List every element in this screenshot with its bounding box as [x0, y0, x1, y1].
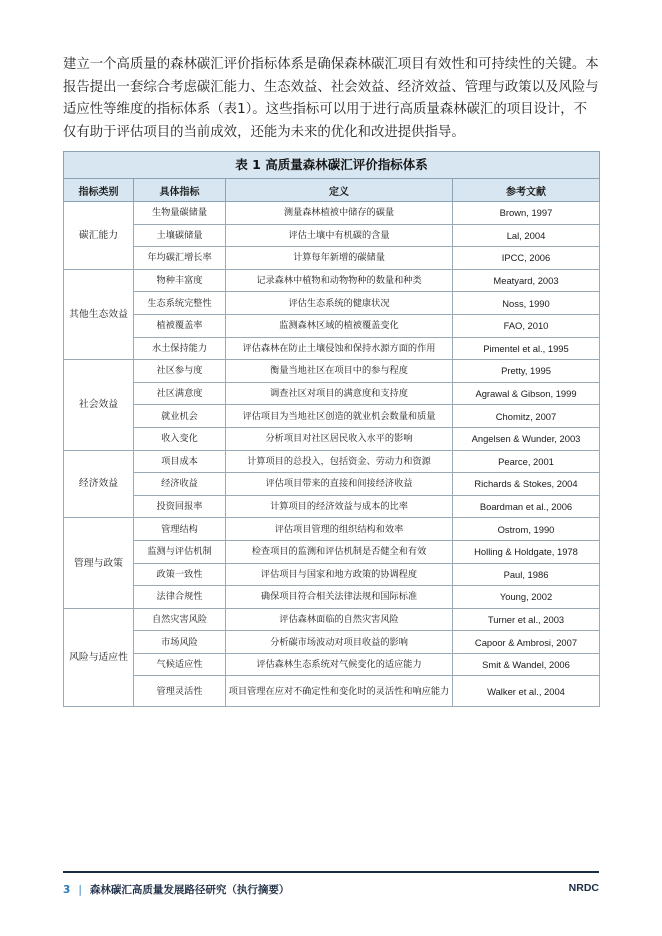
definition-cell: 确保项目符合相关法律法规和国际标准	[226, 586, 453, 609]
reference-cell: Pearce, 2001	[453, 450, 600, 473]
table-row	[64, 337, 600, 360]
indicator-cell: 市场风险	[134, 631, 226, 654]
indicator-table	[63, 151, 600, 707]
definition-cell: 评估生态系统的健康状况	[226, 292, 453, 315]
definition-cell: 调查社区对项目的满意度和支持度	[226, 382, 453, 405]
definition-cell: 记录森林中植物和动物物种的数量和种类	[226, 269, 453, 292]
indicator-cell: 物种丰富度	[134, 269, 226, 292]
definition-cell: 评估森林在防止土壤侵蚀和保持水源方面的作用	[226, 337, 453, 360]
indicator-cell: 经济收益	[134, 473, 226, 496]
reference-cell: Noss, 1990	[453, 292, 600, 315]
reference-cell: Holling & Holdgate, 1978	[453, 540, 600, 563]
category-cell: 经济效益	[64, 450, 134, 518]
table-row	[64, 202, 600, 225]
table-row	[64, 382, 600, 405]
indicator-cell: 水土保持能力	[134, 337, 226, 360]
indicator-cell: 项目成本	[134, 450, 226, 473]
definition-cell: 测量森林植被中储存的碳量	[226, 202, 453, 225]
table-row	[64, 405, 600, 428]
table-header-row	[64, 179, 600, 202]
table-row	[64, 676, 600, 707]
definition-cell: 计算项目的总投入，包括资金、劳动力和资源	[226, 450, 453, 473]
reference-cell: Walker et al., 2004	[453, 676, 600, 707]
reference-cell: Capoor & Ambrosi, 2007	[453, 631, 600, 654]
indicator-cell: 收入变化	[134, 427, 226, 450]
reference-cell: Boardman et al., 2006	[453, 495, 600, 518]
table-row	[64, 586, 600, 609]
indicator-cell: 年均碳汇增长率	[134, 247, 226, 270]
definition-cell: 计算项目的经济效益与成本的比率	[226, 495, 453, 518]
indicator-cell: 法律合规性	[134, 586, 226, 609]
page-footer	[63, 882, 599, 898]
reference-cell: IPCC, 2006	[453, 247, 600, 270]
indicator-cell: 生态系统完整性	[134, 292, 226, 315]
table-row	[64, 473, 600, 496]
indicator-cell: 管理灵活性	[134, 676, 226, 707]
table-caption: 表 1 高质量森林碳汇评价指标体系	[63, 151, 600, 178]
reference-cell: Smit & Wandel, 2006	[453, 653, 600, 676]
indicator-cell: 监测与评估机制	[134, 540, 226, 563]
reference-cell: Pretty, 1995	[453, 360, 600, 383]
org-logo-text: NRDC	[568, 882, 599, 894]
definition-cell: 评估森林面临的自然灾害风险	[226, 608, 453, 631]
reference-cell: Young, 2002	[453, 586, 600, 609]
table-row	[64, 608, 600, 631]
indicator-cell: 政策一致性	[134, 563, 226, 586]
table-row	[64, 563, 600, 586]
reference-cell: Turner et al., 2003	[453, 608, 600, 631]
report-title: 森林碳汇高质量发展路径研究（执行摘要）	[89, 884, 290, 896]
category-cell: 管理与政策	[64, 518, 134, 608]
header-indicator: 具体指标	[134, 179, 226, 202]
reference-cell: Meatyard, 2003	[453, 269, 600, 292]
table-row	[64, 631, 600, 654]
reference-cell: Brown, 1997	[453, 202, 600, 225]
table-row	[64, 450, 600, 473]
indicator-cell: 土壤碳储量	[134, 224, 226, 247]
definition-cell: 评估土壤中有机碳的含量	[226, 224, 453, 247]
definition-cell: 分析碳市场波动对项目收益的影响	[226, 631, 453, 654]
table-row	[64, 314, 600, 337]
category-cell: 其他生态效益	[64, 269, 134, 359]
indicator-cell: 社区参与度	[134, 360, 226, 383]
indicator-cell: 植被覆盖率	[134, 314, 226, 337]
definition-cell: 检查项目的监测和评估机制是否健全和有效	[226, 540, 453, 563]
definition-cell: 评估项目管理的组织结构和效率	[226, 518, 453, 541]
reference-cell: Chomitz, 2007	[453, 405, 600, 428]
reference-cell: Paul, 1986	[453, 563, 600, 586]
indicator-table-container	[63, 151, 599, 707]
table-row	[64, 540, 600, 563]
reference-cell: Lal, 2004	[453, 224, 600, 247]
indicator-cell: 管理结构	[134, 518, 226, 541]
footer-divider	[63, 871, 599, 873]
intro-paragraph: 建立一个高质量的森林碳汇评价指标体系是确保森林碳汇项目有效性和可持续性的关键。本报告提出一套综合考虑碳汇能力、生态效益、社会效益、经济效益、管理与政策以及风险与适应性等维度的指标体系（表1）。这些指标可以用于进行高质量森林碳汇的项目设计，不仅有助于评估项目的当前成效，还能为未来的优化和改进提供指导。	[63, 57, 599, 140]
footer-separator: |	[78, 884, 82, 896]
reference-cell: Angelsen & Wunder, 2003	[453, 427, 600, 450]
definition-cell: 监测森林区域的植被覆盖变化	[226, 314, 453, 337]
definition-cell: 项目管理在应对不确定性和变化时的灵活性和响应能力	[226, 676, 453, 707]
table-row	[64, 224, 600, 247]
definition-cell: 评估项目带来的直接和间接经济收益	[226, 473, 453, 496]
table-row	[64, 269, 600, 292]
indicator-cell: 社区满意度	[134, 382, 226, 405]
indicator-cell: 自然灾害风险	[134, 608, 226, 631]
header-reference: 参考文献	[453, 179, 600, 202]
header-category: 指标类别	[64, 179, 134, 202]
table-row	[64, 292, 600, 315]
page-number: 3	[63, 884, 71, 896]
table-row	[64, 495, 600, 518]
table-body	[64, 202, 600, 707]
table-row	[64, 360, 600, 383]
table-row	[64, 518, 600, 541]
definition-cell: 计算每年新增的碳储量	[226, 247, 453, 270]
reference-cell: Pimentel et al., 1995	[453, 337, 600, 360]
reference-cell: Richards & Stokes, 2004	[453, 473, 600, 496]
table-row	[64, 653, 600, 676]
indicator-cell: 投资回报率	[134, 495, 226, 518]
table-row	[64, 247, 600, 270]
definition-cell: 评估项目为当地社区创造的就业机会数量和质量	[226, 405, 453, 428]
category-cell: 风险与适应性	[64, 608, 134, 707]
definition-cell: 分析项目对社区居民收入水平的影响	[226, 427, 453, 450]
indicator-cell: 就业机会	[134, 405, 226, 428]
indicator-cell: 气候适应性	[134, 653, 226, 676]
definition-cell: 评估项目与国家和地方政策的协调程度	[226, 563, 453, 586]
category-cell: 碳汇能力	[64, 202, 134, 270]
header-definition: 定义	[226, 179, 453, 202]
category-cell: 社会效益	[64, 360, 134, 450]
definition-cell: 评估森林生态系统对气候变化的适应能力	[226, 653, 453, 676]
table-row	[64, 427, 600, 450]
indicator-cell: 生物量碳储量	[134, 202, 226, 225]
reference-cell: Agrawal & Gibson, 1999	[453, 382, 600, 405]
reference-cell: Ostrom, 1990	[453, 518, 600, 541]
reference-cell: FAO, 2010	[453, 314, 600, 337]
definition-cell: 衡量当地社区在项目中的参与程度	[226, 360, 453, 383]
